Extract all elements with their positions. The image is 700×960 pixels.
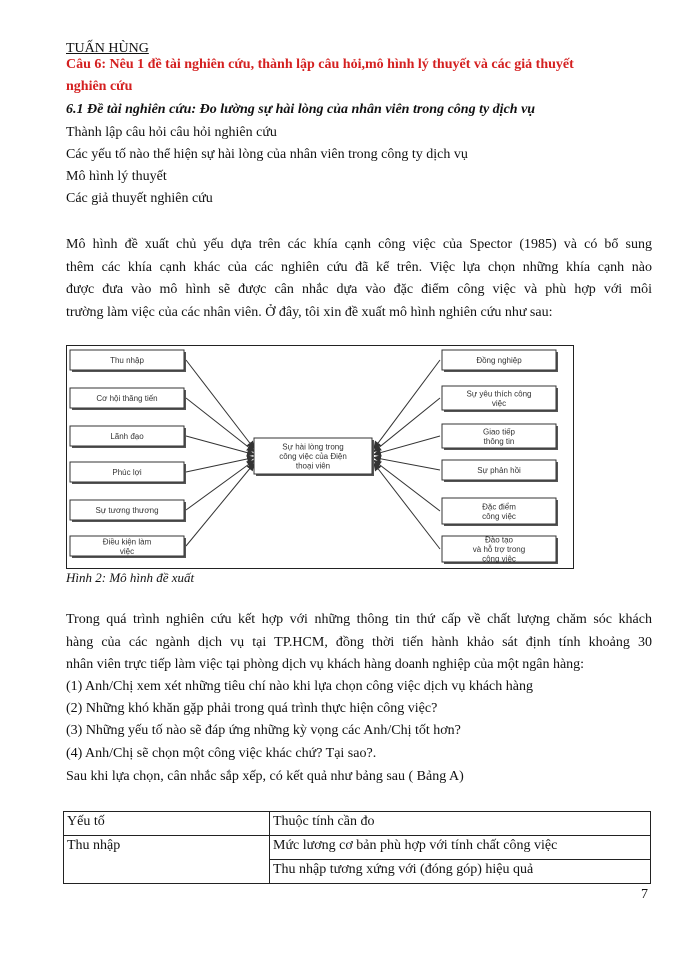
proposed-model-diagram xyxy=(66,345,574,569)
diagram-box-label: thông tin xyxy=(483,436,515,446)
diagram-box-label: Đặc điểm xyxy=(482,502,516,512)
diagram-factor-box-right xyxy=(442,424,558,450)
diagram-box-label: việc xyxy=(491,398,507,408)
diagram-box-label: Cơ hội thăng tiến xyxy=(96,394,158,403)
diagram-factor-box-left xyxy=(70,500,186,522)
paragraph-line: Trong quá trình nghiên cứu kết hợp với những thông tin thứ cấp về chất lượng chăm sóc khách xyxy=(66,612,652,627)
paragraph-model-intro xyxy=(66,234,652,324)
paragraph-research-process xyxy=(66,609,652,677)
survey-question: (4) Anh/Chị sẽ chọn một công việc khác chứ? Tại sao?. xyxy=(66,746,377,761)
table-header-cell: Thuộc tính cần đo xyxy=(270,812,651,836)
paragraph-line: được đưa vào mô hình sẽ được cân nhắc dựa vào đặc điểm công việc và phù hợp với môi xyxy=(66,282,652,297)
diagram-box-label: Sự phản hồi xyxy=(477,466,521,475)
diagram-arrow xyxy=(186,360,254,449)
diagram-arrow xyxy=(186,436,254,455)
author-name: TUẤN HÙNG xyxy=(66,41,149,56)
diagram-arrow xyxy=(374,464,440,550)
diagram-box-label: Điều kiện làm xyxy=(102,537,152,547)
paragraph-line: thêm các khía cạnh khác của các nghiên cứu đã kể trên. Việc lựa chọn những khía cạnh nào xyxy=(66,259,652,275)
survey-question: (2) Những khó khăn gặp phải trong quá trình thực hiện công việc? xyxy=(66,701,438,716)
diagram-factor-box-left xyxy=(70,462,186,484)
diagram-box-label: Giao tiếp xyxy=(482,427,516,437)
diagram-box-label: Sự tương thương xyxy=(95,506,159,515)
question-heading-line1: Câu 6: Nêu 1 đề tài nghiên cứu, thành lập câu hỏi,mô hình lý thuyết và các giả thuyết xyxy=(66,57,574,72)
table-header-row xyxy=(64,812,651,836)
diagram-box-label: Lãnh đạo xyxy=(110,432,144,441)
diagram-factor-box-right xyxy=(442,460,558,482)
survey-question: (3) Những yếu tố nào sẽ đáp ứng những kỳ vọng các Anh/Chị tốt hơn? xyxy=(66,723,461,738)
table-row xyxy=(64,836,651,860)
diagram-box-label: công việc xyxy=(482,511,516,521)
diagram-box-label: Đồng nghiệp xyxy=(476,356,522,365)
table-intro: Sau khi lựa chọn, cân nhắc sắp xếp, có kết quả như bảng sau ( Bảng A) xyxy=(66,769,464,784)
diagram-box-label: Thu nhập xyxy=(110,356,144,365)
diagram-arrow xyxy=(186,398,254,452)
section-heading: 6.1 Đề tài nghiên cứu: Đo lường sự hài lòng của nhân viên trong công ty dịch vụ xyxy=(66,102,536,117)
section-item: Các giả thuyết nghiên cứu xyxy=(66,191,213,206)
diagram-arrow xyxy=(186,461,254,511)
diagram-box-label: việc xyxy=(119,546,135,556)
page-number: 7 xyxy=(641,887,648,902)
section-item: Mô hình lý thuyết xyxy=(66,169,167,184)
diagram-factor-box-right xyxy=(442,386,558,412)
diagram-factor-box-right xyxy=(442,536,558,565)
diagram-factor-box-right xyxy=(442,350,558,372)
diagram-box-label: Sự hài lòng trong xyxy=(282,442,344,452)
paragraph-line: hàng của các ngành dịch vụ tại TP.HCM, đồng thời tiến hành khảo sát định tính khoảng 30 xyxy=(66,634,652,650)
diagram-box-label: công việc của Điện xyxy=(279,452,347,461)
table-cell-attribute: Thu nhập tương xứng với (đóng góp) hiệu quả xyxy=(270,860,651,884)
paragraph-line: Mô hình đề xuất chủ yếu dựa trên các khía cạnh công việc của Spector (1985) và có bổ sung xyxy=(66,237,652,252)
diagram-box-label: và hỗ trợ trong xyxy=(472,545,526,554)
paragraph-line: trường làm việc của các nhân viên. Ở đây, tôi xin đề xuất mô hình nghiên cứu như sau: xyxy=(66,304,553,320)
diagram-factor-box-right xyxy=(442,498,558,526)
question-heading-line2: nghiên cứu xyxy=(66,79,133,94)
section-item: Thành lập câu hỏi câu hỏi nghiên cứu xyxy=(66,125,277,140)
paragraph-line: nhân viên trực tiếp làm việc tại phòng dịch vụ khách hàng doanh nghiệp của một ngân hàng: xyxy=(66,657,585,672)
diagram-factor-box-left xyxy=(70,388,186,410)
diagram-factor-box-left xyxy=(70,350,186,372)
diagram-arrow xyxy=(186,458,254,473)
diagram-box-label: thoại viên xyxy=(295,461,331,471)
diagram-box-label: Sự yêu thích công xyxy=(466,389,532,399)
diagram-arrow xyxy=(374,360,440,449)
diagram-box-label: công việc xyxy=(482,554,516,564)
diagram-factor-box-left xyxy=(70,426,186,448)
diagram-box-label: Phúc lợi xyxy=(112,468,142,477)
figure-caption: Hình 2: Mô hình đề xuất xyxy=(66,570,195,585)
table-header-cell: Yếu tố xyxy=(64,812,270,836)
factors-table xyxy=(63,811,651,884)
diagram-arrow xyxy=(374,436,440,455)
diagram-arrow xyxy=(186,464,254,547)
diagram-factor-box-left xyxy=(70,536,186,558)
diagram-arrow xyxy=(374,398,440,452)
table-cell-factor: Thu nhập xyxy=(64,836,270,884)
section-item: Các yếu tố nào thể hiện sự hài lòng của nhân viên trong công ty dịch vụ xyxy=(66,147,468,162)
diagram-box-label: Đào tạo xyxy=(484,535,514,545)
diagram-center-box xyxy=(254,438,374,476)
diagram-canvas xyxy=(67,346,573,568)
table-cell-attribute: Mức lương cơ bản phù hợp với tính chất công việc xyxy=(270,836,651,860)
survey-question: (1) Anh/Chị xem xét những tiêu chí nào khi lựa chọn công việc dịch vụ khách hàng xyxy=(66,679,533,694)
